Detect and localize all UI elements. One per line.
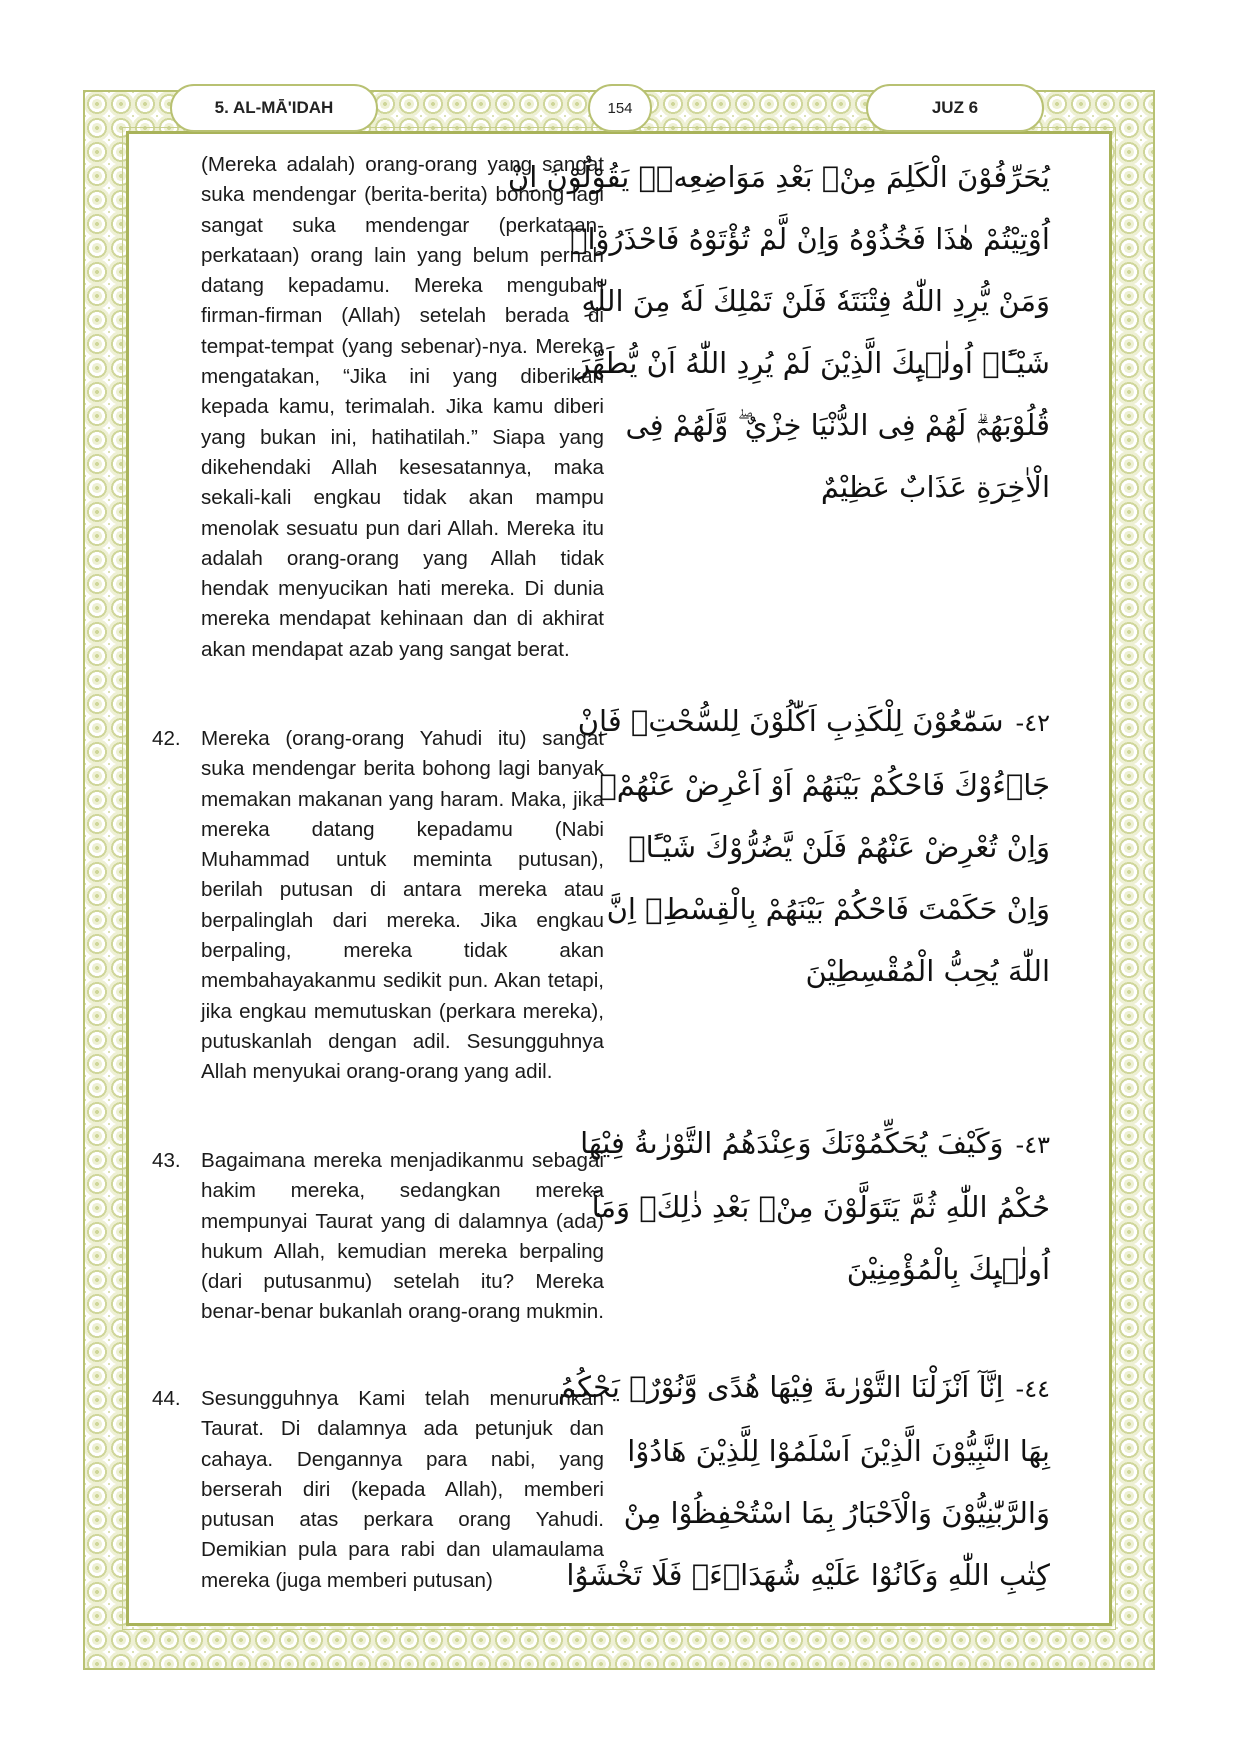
arabic-verse	[577, 690, 1050, 1002]
arabic-verse-number: ٤٢-	[1015, 709, 1050, 737]
arabic-verse	[557, 1356, 1050, 1606]
translation-text: Mereka (orang-orang Yahudi itu) sangat suka mendengar berita bohong lagi banyak memakan makanan yang haram. Maka, jika mereka datang kepadamu (Nabi Muhammad untuk meminta putusan), berilah putusan di antara mereka atau berpalinglah dari mereka. Jika engkau berpaling, mereka tidak akan membahayakanmu sedikit pun. Akan tetapi, jika engkau memutuskan (perkara mereka), putuskanlah dengan adil. Sesungguhnya Allah menyukai orang-orang yang adil.	[201, 727, 604, 1084]
arabic-line: وَالرَّبّٰنِيُّوْنَ وَالْاَحْبَارُ بِمَا اسْتُحْفِظُوْا مِنْ	[623, 1496, 1050, 1530]
arabic-line: وَاِنْ تُعْرِضْ عَنْهُمْ فَلَنْ يَّضُرُّوْكَ شَيْـًٔاۗ	[628, 830, 1050, 864]
surah-title: 5. AL-MĀ'IDAH	[170, 84, 378, 132]
translation-block	[152, 1146, 604, 1328]
arabic-line: سَمّٰعُوْنَ لِلْكَذِبِ اَكّٰلُوْنَ لِلسُّحْتِۗ فَاِنْ	[577, 704, 1004, 738]
arabic-line: الْاٰخِرَةِ عَذَابٌ عَظِيْمٌ	[820, 470, 1050, 504]
arabic-line: شَيْـًٔاۗ اُولٰۤىِٕكَ الَّذِيْنَ لَمْ يُرِدِ اللّٰهُ اَنْ يُّطَهِّرَ	[576, 346, 1050, 380]
translation-block	[152, 724, 604, 1088]
arabic-line: وَاِنْ حَكَمْتَ فَاحْكُمْ بَيْنَهُمْ بِالْقِسْطِۗ اِنَّ	[606, 892, 1050, 926]
arabic-line: اُولٰۤىِٕكَ بِالْمُؤْمِنِيْنَ	[846, 1252, 1050, 1286]
translation-text: Bagaimana mereka menjadikanmu sebagai hakim mereka, sedangkan mereka mempunyai Taurat yang di dalamnya (ada) hukum Allah, kemudian mereka berpaling (dari putusanmu) setelah itu? Mereka benar-benar bukanlah orang-orang mukmin.	[201, 1149, 604, 1324]
arabic-line: قُلُوْبَهُمْۗ لَهُمْ فِى الدُّنْيَا خِزْيٌ ۖ وَّلَهُمْ فِى	[625, 408, 1050, 442]
verse-number: 44.	[152, 1387, 181, 1410]
page-number: 154	[588, 84, 652, 132]
arabic-line: جَاۤءُوْكَ فَاحْكُمْ بَيْنَهُمْ اَوْ اَعْرِضْ عَنْهُمْۚ	[599, 768, 1050, 802]
arabic-verse	[580, 1112, 1050, 1300]
arabic-line: كِتٰبِ اللّٰهِ وَكَانُوْا عَلَيْهِ شُهَدَاۤءَۚ فَلَا تَخْشَوُا	[566, 1558, 1050, 1592]
arabic-line: بِهَا النَّبِيُّوْنَ الَّذِيْنَ اَسْلَمُوْا لِلَّذِيْنَ هَادُوْا	[627, 1434, 1050, 1468]
arabic-verse-number: ٤٣-	[1015, 1131, 1050, 1159]
arabic-line: وَمَنْ يُّرِدِ اللّٰهُ فِتْنَتَهٗ فَلَنْ تَمْلِكَ لَهٗ مِنَ اللّٰهِ	[581, 284, 1050, 318]
translation-block	[152, 1384, 604, 1596]
translation-text: (Mereka adalah) orang-orang yang sangat suka mendengar (berita-berita) bohong lagi sangat suka mendengar (perkataan-perkataan) orang lain yang belum pernah datang kepadamu. Mereka mengubah firman-firman (Allah) setelah berada di tempat-tempat (yang sebenar)-nya. Mereka mengatakan, “Jika ini yang diberikan kepada kamu, terimalah. Jika kamu diberi yang bukan ini, hatihatilah.” Siapa yang dikehendaki Allah kesesatannya, maka sekali-kali engkau tidak akan mampu menolak sesuatu pun dari Allah. Mereka itu adalah orang-orang yang Allah tidak hendak menyucikan hati mereka. Di dunia mereka mendapat kehinaan dan di akhirat akan mendapat azab yang sangat berat.	[201, 153, 604, 661]
arabic-verse	[507, 146, 1050, 518]
translation-block	[152, 150, 604, 665]
arabic-line: اُوْتِيْتُمْ هٰذَا فَخُذُوْهُ وَاِنْ لَّمْ تُؤْتَوْهُ فَاحْذَرُوْاۗ	[570, 222, 1050, 256]
verse-number: 42.	[152, 727, 181, 750]
arabic-line: اللّٰهَ يُحِبُّ الْمُقْسِطِيْنَ	[805, 954, 1050, 988]
verse-number: 43.	[152, 1149, 181, 1172]
arabic-line: حُكْمُ اللّٰهِ ثُمَّ يَتَوَلَّوْنَ مِنْۢ بَعْدِ ذٰلِكَۗ وَمَآ	[591, 1190, 1050, 1224]
arabic-line: اِنَّآ اَنْزَلْنَا التَّوْرٰىةَ فِيْهَا هُدًى وَّنُوْرٌۚ يَحْكُمُ	[557, 1370, 1004, 1404]
juz-label: JUZ 6	[866, 84, 1044, 132]
arabic-verse-number: ٤٤-	[1015, 1375, 1050, 1403]
translation-text: Sesungguhnya Kami telah menurunkan Taurat. Di dalamnya ada petunjuk dan cahaya. Dengannya para nabi, yang berserah diri (kepada Allah), memberi putusan atas perkara orang Yahudi. Demikian pula para rabi dan ulamaulama mereka (juga memberi putusan)	[201, 1387, 604, 1592]
arabic-line: يُحَرِّفُوْنَ الْكَلِمَ مِنْۢ بَعْدِ مَوَاضِعِهٖۚ يَقُوْلُوْنَ اِنْ	[507, 160, 1050, 194]
arabic-line: وَكَيْفَ يُحَكِّمُوْنَكَ وَعِنْدَهُمُ التَّوْرٰىةُ فِيْهَا	[580, 1126, 1004, 1160]
